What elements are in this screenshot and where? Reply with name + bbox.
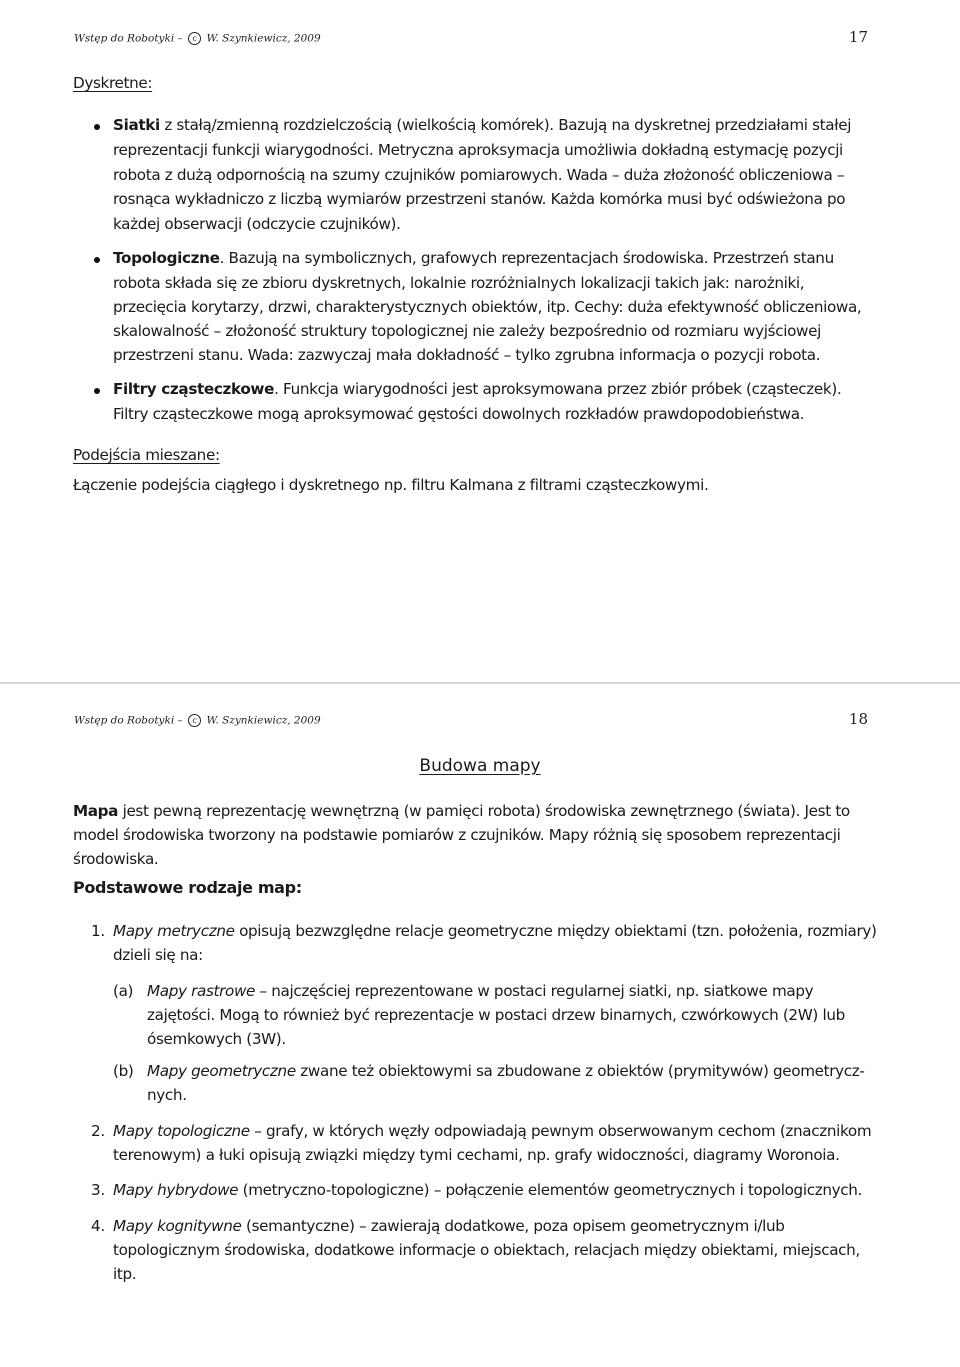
text-fragment: – grafy, w których węzły odpowiadają pewnym obserwowanym cechom (znacznikom — [249, 1122, 872, 1140]
paragraph-line: przestrzeni stanu. Wada: zazwyczaj mała dokładność – tylko zgrubna informacja o pozycji robota. — [113, 346, 821, 364]
list-item-line — [147, 1062, 865, 1080]
paragraph-line — [113, 380, 841, 398]
term-metryczne: Mapy metryczne — [113, 922, 235, 940]
list-item-line — [147, 982, 813, 1000]
term-hybrydowe: Mapy hybrydowe — [113, 1181, 239, 1199]
term-siatki: Siatki — [113, 116, 160, 134]
running-header — [74, 32, 321, 45]
paragraph-line: skalowalność – złożoność struktury topologicznej nie zależy bezpośrednio od rozmiaru wyjściowej — [113, 322, 821, 340]
list-item-line — [113, 1122, 871, 1140]
section-heading-discrete: Dyskretne: — [73, 74, 153, 92]
list-item-line — [113, 1181, 862, 1199]
subheading: Podstawowe rodzaje map: — [73, 878, 302, 897]
term-mapa: Mapa — [73, 802, 119, 820]
header-course: Wstęp do Robotyki – — [74, 714, 183, 727]
page-title-text: Budowa mapy — [419, 756, 541, 776]
paragraph-line: reprezentacji funkcji wiarygodności. Metryczna aproksymacja umożliwia dokładną estymację pozycji — [113, 141, 843, 159]
list-item-line — [113, 1217, 785, 1235]
list-item-line: dzieli się na: — [113, 946, 203, 964]
term-kognitywne: Mapy kognitywne — [113, 1217, 242, 1235]
text-fragment: – najczęściej reprezentowane w postaci regularnej siatki, np. siatkowe mapy — [255, 982, 814, 1000]
page-number: 18 — [848, 710, 868, 728]
paragraph-line — [73, 802, 850, 820]
list-item-line: ósemkowych (3W). — [147, 1030, 286, 1048]
text-fragment: z stałą/zmienną rozdzielczością (wielkością komórek). Bazują na dyskretnej przedziałami stałej — [159, 116, 852, 134]
copyright-icon: c — [188, 714, 201, 727]
list-item-line: zajętości. Mogą to również być reprezentacje w postaci drzew binarnych, czwórkowych (2W) lub — [147, 1006, 845, 1024]
list-number: (a) — [113, 982, 134, 1000]
page-18 — [0, 684, 960, 1367]
paragraph-line: robota z dużą odpornością na szumy czujników pomiarowych. Wada – duża złożoność obliczeniowa – — [113, 166, 845, 184]
list-item-line: nych. — [147, 1086, 187, 1104]
list-number: 3. — [91, 1181, 105, 1199]
paragraph-line: robota składa się ze zbioru dyskretnych, lokalnie rozróżnialnych lokalizacji takich jak: narożniki, — [113, 274, 805, 292]
paragraph-line — [113, 116, 851, 134]
list-item-line: topologicznym środowiska, dodatkowe informacje o obiektach, relacjach między obiektami, miejscach, — [113, 1241, 860, 1259]
header-author: W. Szynkiewicz, 2009 — [206, 32, 321, 45]
page-17 — [0, 0, 960, 682]
list-number: 1. — [91, 922, 105, 940]
section-heading-mixed: Podejścia mieszane: — [73, 446, 220, 464]
term-topologiczne: Mapy topologiczne — [113, 1122, 250, 1140]
term-filtry: Filtry cząsteczkowe — [113, 380, 275, 398]
paragraph-line — [113, 249, 834, 267]
text-fragment: (metryczno-topologiczne) – połączenie elementów geometrycznych i topologicznych. — [238, 1181, 862, 1199]
text-fragment: opisują bezwzględne relacje geometryczne między obiektami (tzn. położenia, rozmiary) — [234, 922, 877, 940]
term-topologiczne: Topologiczne — [113, 249, 220, 267]
text-fragment: (semantyczne) – zawierają dodatkowe, poza opisem geometrycznym i/lub — [241, 1217, 785, 1235]
text-fragment: jest pewną reprezentację wewnętrzną (w pamięci robota) środowiska zewnętrznego (świata). Jest to — [118, 802, 850, 820]
running-header — [74, 714, 321, 727]
list-item-line — [113, 922, 877, 940]
list-item-line: itp. — [113, 1265, 137, 1283]
bullet-icon — [94, 257, 100, 263]
list-number: 2. — [91, 1122, 105, 1140]
copyright-icon: c — [188, 32, 201, 45]
bullet-icon — [94, 124, 100, 130]
paragraph-line: środowiska. — [73, 850, 159, 868]
text-fragment: . Funkcja wiarygodności jest aproksymowana przez zbiór próbek (cząsteczek). — [274, 380, 842, 398]
term-geometryczne: Mapy geometryczne — [147, 1062, 296, 1080]
paragraph-line: Filtry cząsteczkowe mogą aproksymować gęstości dowolnych rozkładów prawdopodobieństwa. — [113, 405, 805, 423]
page-number: 17 — [848, 28, 868, 46]
header-course: Wstęp do Robotyki – — [74, 32, 183, 45]
paragraph-line: Łączenie podejścia ciągłego i dyskretnego np. filtru Kalmana z filtrami cząsteczkowymi. — [73, 476, 709, 494]
paragraph-line: przecięcia korytarzy, drzwi, charakterystycznych obiektów, itp. Cechy: duża efektywność obliczeniowa, — [113, 298, 862, 316]
page-title — [0, 756, 960, 776]
paragraph-line: model środowiska tworzony na podstawie pomiarów z czujników. Mapy różnią się sposobem reprezentacji — [73, 826, 841, 844]
term-rastrowe: Mapy rastrowe — [147, 982, 256, 1000]
paragraph-line: rosnąca wykładniczo z liczbą wymiarów przestrzeni stanów. Każda komórka musi być odświeżona po — [113, 190, 846, 208]
bullet-icon — [94, 388, 100, 394]
text-fragment: . Bazują na symbolicznych, grafowych reprezentacjach środowiska. Przestrzeń stanu — [219, 249, 834, 267]
list-number: 4. — [91, 1217, 105, 1235]
header-author: W. Szynkiewicz, 2009 — [206, 714, 321, 727]
paragraph-line: każdej obserwacji (odczycie czujników). — [113, 215, 401, 233]
text-fragment: zwane też obiektowymi sa zbudowane z obiektów (prymitywów) geometrycz- — [295, 1062, 865, 1080]
list-item-line: terenowym) a łuki opisują związki między tymi cechami, np. grafy widoczności, diagramy Woronoia. — [113, 1146, 840, 1164]
list-number: (b) — [113, 1062, 134, 1080]
